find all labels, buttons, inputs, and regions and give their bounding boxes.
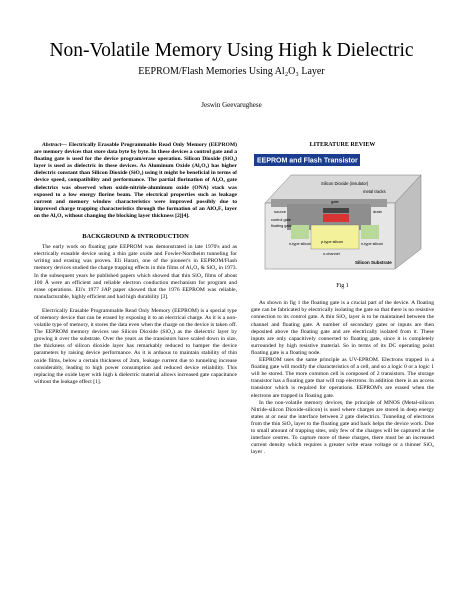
abstract-text: Electrically Erasable Programmable Read Only Memory (EEPROM) are memory devices that store data byte by byte. In these devices a control gate and a floating gate is used for the device program/erase operation. Silicon Dioxide (SiO₂) layer is used as dielectric in these devices. As Aluminum Oxide (Al₂O₃) has higher dielectric constant than Silicon Dioxide (SiO₂) using it might be beneficial in terms of device speed, compatibility and performance. The partial florination of Al₂O₃ gate dielectrics was observed when oxide-nitride-aluminum oxide (ONA) stack was exposed to a low energy florine beam. The electrical properties such as leakage current and memory window characteristics were improved possibly due to improved charge trapping characteristics through the formation of an AlOₓFᵧ layer on the Al₂O₃ without changing the blocking layer thickness [2][4]. [34, 142, 237, 219]
insulator-top [265, 175, 421, 203]
background-paragraph-2: Electrically Erasable Programmable Read Only Memory (EEPROM) is a special type of memory device that can be erased by exposing it to an electrical charge. As it is a non-volatile type of memory, it stores the data even when the charge on the device is taken off. The EEPROM memory devices use Silicon Dioxide (SiO₂) as the dielectric layer by growing it over the substrate. Over the years as the transistors have scaled down in size, the thickness of silicon dioxide layer has remarkably reduced to hamper the device parameters by raising device performance. As it is arduous to maintain stability of thin oxide films, below a certain thickness of 2nm, leakage current due to tunneling increase considerably, leading to high power consumption and reduced device reliability. This replacing the oxide layer with high k dielectric material allows increased gate capacitance without the leakage effect [1]. [34, 307, 237, 385]
label-channel: n-channel [323, 252, 340, 257]
paper-subtitle: EEPROM/Flash Memories Using Al₂O₃ Layer [138, 66, 325, 77]
figure-banner-text: EEPROM and Flash Transistor [257, 157, 358, 165]
label-control-gate: control gate [271, 218, 291, 223]
left-column [34, 142, 237, 386]
author-name: Jeswin Geevarughese [201, 101, 262, 109]
abstract [34, 142, 237, 220]
control-gate [323, 208, 349, 213]
label-silicon-dioxide: Silicon Dioxide (insulator) [321, 181, 369, 187]
literature-heading: LITERATURE REVIEW [309, 142, 376, 148]
label-floating-gate: floating gate [271, 224, 292, 229]
literature-paragraph-2: EEPROM uses the same principle as UV-EPROM. Electrons trapped in a floating gate will modify the characteristics of a cell, and so a logic 0 or a logic 1 will be stored. The more common cell is composed of 2 transistors. The storage transistor has a floating gate that will trap electrons. In addition there is an access transistor which is required for operations. EEPROM's are erased when the electrons are trapped in floating gate. [251, 357, 434, 399]
literature-paragraph-3: In the non-volatile memory devices, the principle of MNOS (Metal-silicon Nitride-silicon Dioxide-silicon) is used where charges are stored in deep energy states at or near the interface between 2 gate dielectrics. Tunneling of electrons from the thin SiO₂ layer to the floating gate and back helps the device work. Due to small amount of trapping sites, only few of the charges will be captured at the interface centres. To capture more of these charges, there must be an increased current density which requires a greater write erase voltage or a thinner SiO₂ layer . [251, 399, 434, 456]
label-drain: drain [373, 209, 382, 215]
label-n-type-right: n-type silicon [361, 242, 384, 247]
abstract-lead: Abstract— [42, 142, 67, 148]
drain-region [361, 225, 379, 239]
background-heading: BACKGROUND & INTRODUCTION [82, 233, 189, 241]
source-region [291, 225, 309, 239]
label-source: source [274, 209, 287, 215]
label-substrate: Silicon Substrate [355, 260, 392, 266]
label-gate: gate [331, 199, 339, 205]
eeprom-transistor-figure [251, 151, 434, 277]
background-paragraph-1: The early work on floating gate EEPROM was demonstrated in late 1970's and as electrically erasable device using a thin gate oxide and Fowler-Nordheim tunneling for writing and erasing was proven. Eli Harari, one of the pioneer's in EEPROM/Flash memory devices studied the charge trapping effects in thin films of Al₂O₃ & SiO₂ in 1973. In the subsequent years he published papers which showed that thin SiO₂ films of about 100 Å were an efficient and reliable electron conduction mechanism for program and erase operations. Eli's 1977 JAP paper showed that the 1976 EEPROM was reliable, manufacturable, highly efficient and had high durability [3]. [34, 244, 237, 300]
p-type-region [311, 225, 359, 249]
literature-paragraph-1: As shown in fig 1 the floating gate is a crucial part of the device. A floating gate can be fabricated by electrically isolating the gate so that there is no resistive connection to its control gate. A thin SiO₂ layer is to be maintained between the channel and floating gate. A number of secondary gates or inputs are then deposited above the floating gate and are electrically isolated from it. These inputs are only capacitively connected to floating gate, since it is completely surrounded by high resistive material. So in terms of its DC operating point floating gate is a floating node. [251, 300, 434, 356]
paper-title: Non-Volatile Memory Using High k Dielectric [49, 40, 414, 61]
right-column [251, 142, 434, 456]
label-metal-tracks: metal tracks [363, 189, 386, 195]
label-p-type: p-type silicon [321, 240, 344, 245]
figure-caption: Fig 1 [336, 283, 349, 290]
floating-gate [323, 214, 349, 222]
label-n-type-left: n-type silicon [289, 242, 312, 247]
